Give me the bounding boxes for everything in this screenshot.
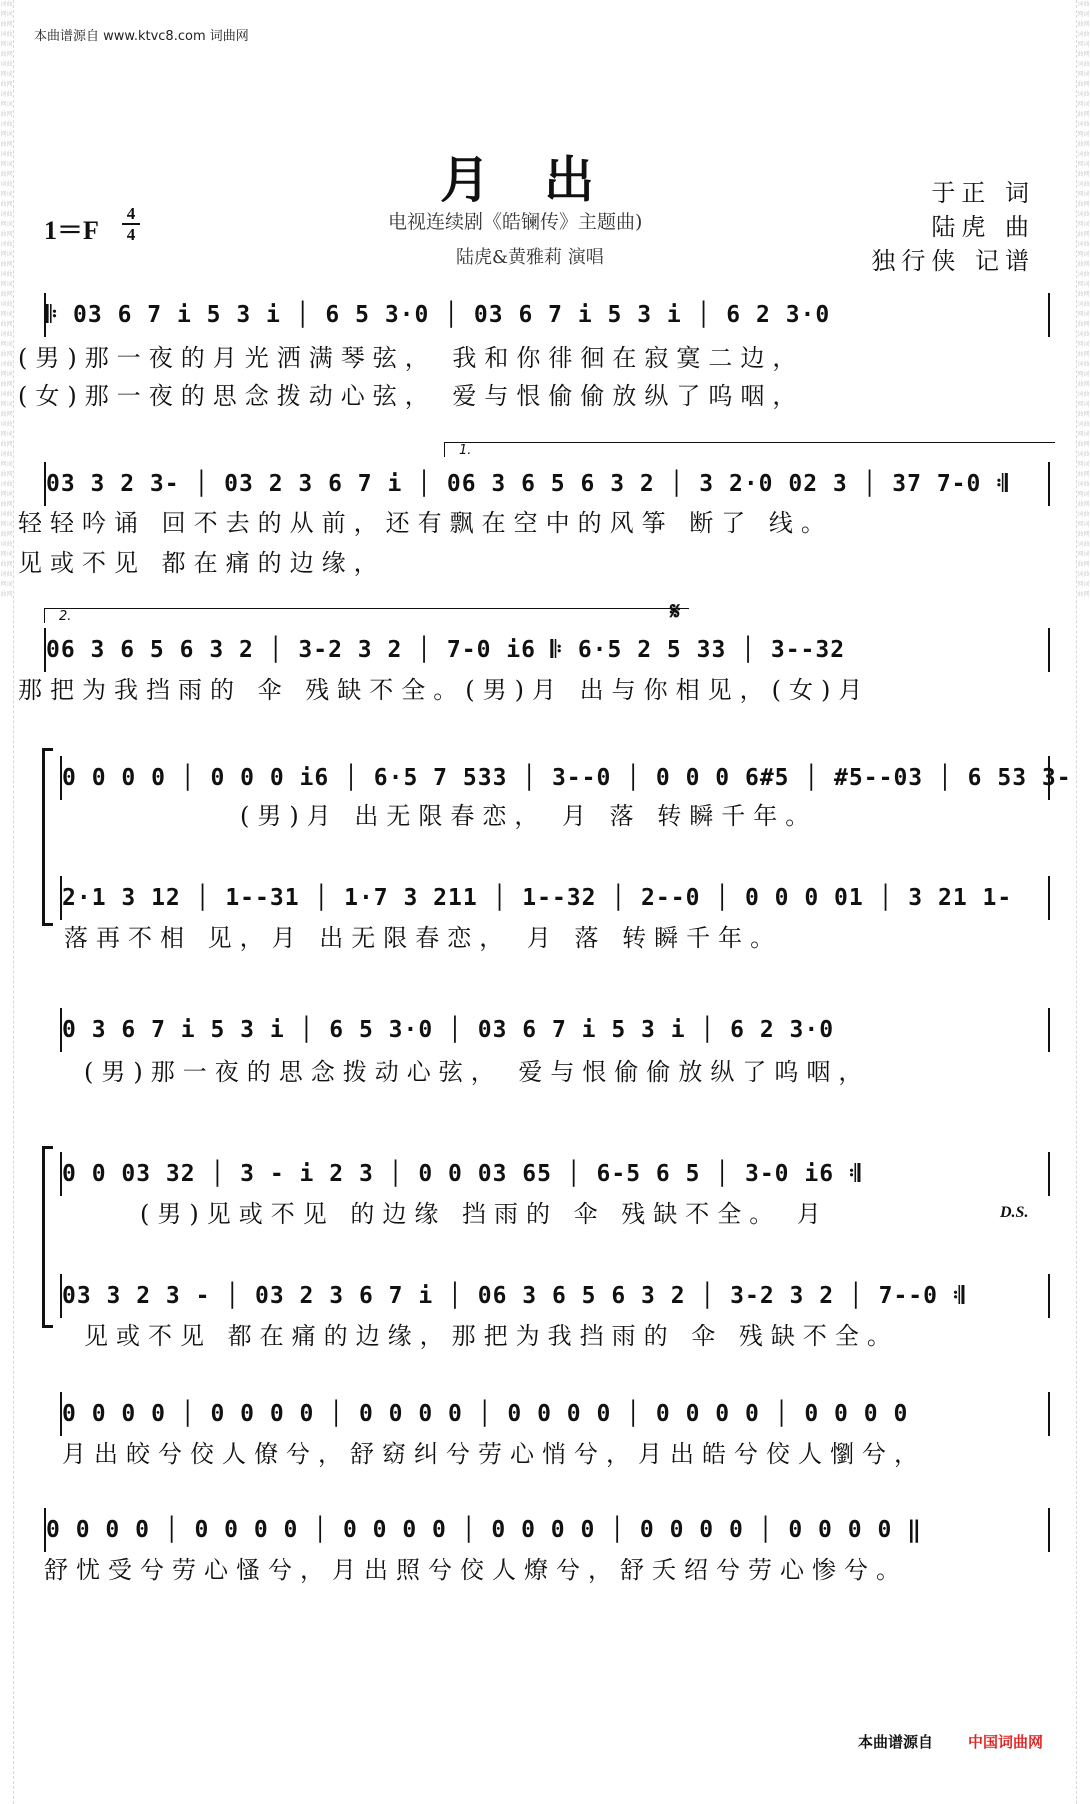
system-bracket [42,748,53,926]
score-system-2 [44,462,1050,506]
footer-site-link[interactable]: 中国词曲网 [968,1733,1044,1751]
lyric-line-female: (女)那一夜的思念拨动心弦， 爱与恨偷偷放纵了呜咽， [18,382,805,410]
score-system-6-lower [60,1274,1050,1318]
right-edge-watermark: 词曲网词曲网词曲网词曲网词曲网词曲网词曲网词曲网词曲网词曲网词曲网词曲网词曲网词曲网词曲网词曲网词曲网词曲网词曲网词曲网词曲网词曲网词曲网词曲网词曲网词曲网词曲网词曲网词曲网词曲网词曲网词曲网词曲网词曲网词曲网词曲网词曲网词曲网词曲网词曲网 [1076,0,1090,1804]
score-system-4-upper [60,756,1072,800]
time-signature [122,205,140,243]
notes-line-upper: 0 0 0 0 │ 0 0 0 i6 │ 6·5 7 533 │ 3--0 │ 0 0 0 6#5 │ #5--03 │ 6 53 3- [60,756,1050,800]
second-ending: 2. [44,608,689,623]
lyric-line: 舒忧受兮劳心慅兮，月出照兮佼人燎兮，舒夭绍兮劳心惨兮。 [44,1556,908,1584]
lyric-line-2: 见或不见 都在痛的边缘， [18,549,386,577]
first-ending: 1. [444,442,1055,457]
notes-line: 𝄆 03 6 7 i 5 3 i │ 6 5 3·0 │ 03 6 7 i 5 3 i │ 6 2 3·0 [44,293,1050,337]
song-title: 月出 [440,150,648,209]
segno-sign: 𝄋 [670,597,681,625]
notes-line-lower: 03 3 2 3 - │ 03 2 3 6 7 i │ 06 3 6 5 6 3 2 │ 3-2 3 2 │ 7--0 𝄇 [60,1274,1050,1318]
lyric-line-male: (男)那一夜的月光洒满琴弦， 我和你徘徊在寂寞二边， [18,344,805,372]
song-subtitle: 电视连续剧《皓镧传》主题曲) [388,211,643,233]
lyric-line-upper: (男)见或不见 的边缘 挡雨的 伞 残缺不全。 月 [140,1200,829,1228]
notes-line-upper: 0 0 03 32 │ 3 - i 2 3 │ 0 0 03 65 │ 6-5 6 5 │ 3-0 i6 𝄇 [60,1152,1050,1196]
lyricist-credit: 于正 词 [931,179,1035,207]
transcriber-credit: 独行侠 记谱 [871,247,1035,275]
score-system-4-lower [60,876,1050,920]
source-text: 本曲谱源自 www.ktvc8.com 词曲网 [34,29,249,44]
score-system-6-upper [60,1152,1050,1196]
score-system-1 [44,293,1050,337]
notes-line-lower: 2·1 3 12 │ 1--31 │ 1·7 3 211 │ 1--32 │ 2--0 │ 0 0 0 01 │ 3 21 1- [60,876,1050,920]
lyric-line-lower: 落再不相 见，月 出无限春恋， 月 落 转瞬千年。 [64,924,783,952]
score-system-7 [60,1392,1050,1436]
time-signature-top: 4 [126,204,136,223]
lyric-line: (男)那一夜的思念拨动心弦， 爱与恨偷偷放纵了呜咽， [84,1058,871,1086]
notes-line: 03 3 2 3- │ 03 2 3 6 7 i │ 06 3 6 5 6 3 2 │ 3 2·0 02 3 │ 37 7-0 𝄇 [44,462,1050,506]
dal-segno-mark: D.S. [1000,1204,1029,1221]
time-signature-bottom: 4 [126,225,136,244]
score-system-8 [44,1508,1050,1552]
lyric-line-lower: 见或不见 都在痛的边缘，那把为我挡雨的 伞 残缺不全。 [84,1322,899,1350]
score-system-5 [60,1008,1050,1052]
score-system-3 [44,628,1050,672]
lyric-line-upper: (男)月 出无限春恋， 月 落 转瞬千年。 [240,802,818,830]
lyric-line: 月出皎兮佼人僚兮，舒窈纠兮劳心悄兮，月出皓兮佼人懰兮， [62,1440,926,1468]
notes-line: 0 0 0 0 │ 0 0 0 0 │ 0 0 0 0 │ 0 0 0 0 │ 0 0 0 0 │ 0 0 0 0 ‖ [44,1508,1050,1552]
system-bracket [42,1146,53,1328]
singers-credit: 陆虎&黄雅莉 演唱 [456,247,604,268]
lyric-line: 那把为我挡雨的 伞 残缺不全。(男)月 出与你相见，(女)月 [18,676,871,704]
composer-credit: 陆虎 曲 [931,213,1035,241]
key-signature: 1＝F [44,216,99,245]
footer-source-label: 本曲谱源自 [858,1733,934,1751]
lyric-line-1: 轻轻吟诵 回不去的从前，还有飘在空中的风筝 断了 线。 [18,509,833,537]
notes-line: 0 3 6 7 i 5 3 i │ 6 5 3·0 │ 03 6 7 i 5 3 i │ 6 2 3·0 [60,1008,1050,1052]
notes-line: 06 3 6 5 6 3 2 │ 3-2 3 2 │ 7-0 i6 𝄆 6·5 2 5 33 │ 3--32 [44,628,1050,672]
notes-line: 0 0 0 0 │ 0 0 0 0 │ 0 0 0 0 │ 0 0 0 0 │ 0 0 0 0 │ 0 0 0 0 [60,1392,1050,1436]
left-edge-watermark: 词曲网词曲网词曲网词曲网词曲网词曲网词曲网词曲网词曲网词曲网词曲网词曲网词曲网词曲网词曲网词曲网词曲网词曲网词曲网词曲网词曲网词曲网词曲网词曲网词曲网词曲网词曲网词曲网词曲网词曲网词曲网词曲网词曲网词曲网词曲网词曲网词曲网词曲网词曲网词曲网 [0,0,14,1804]
